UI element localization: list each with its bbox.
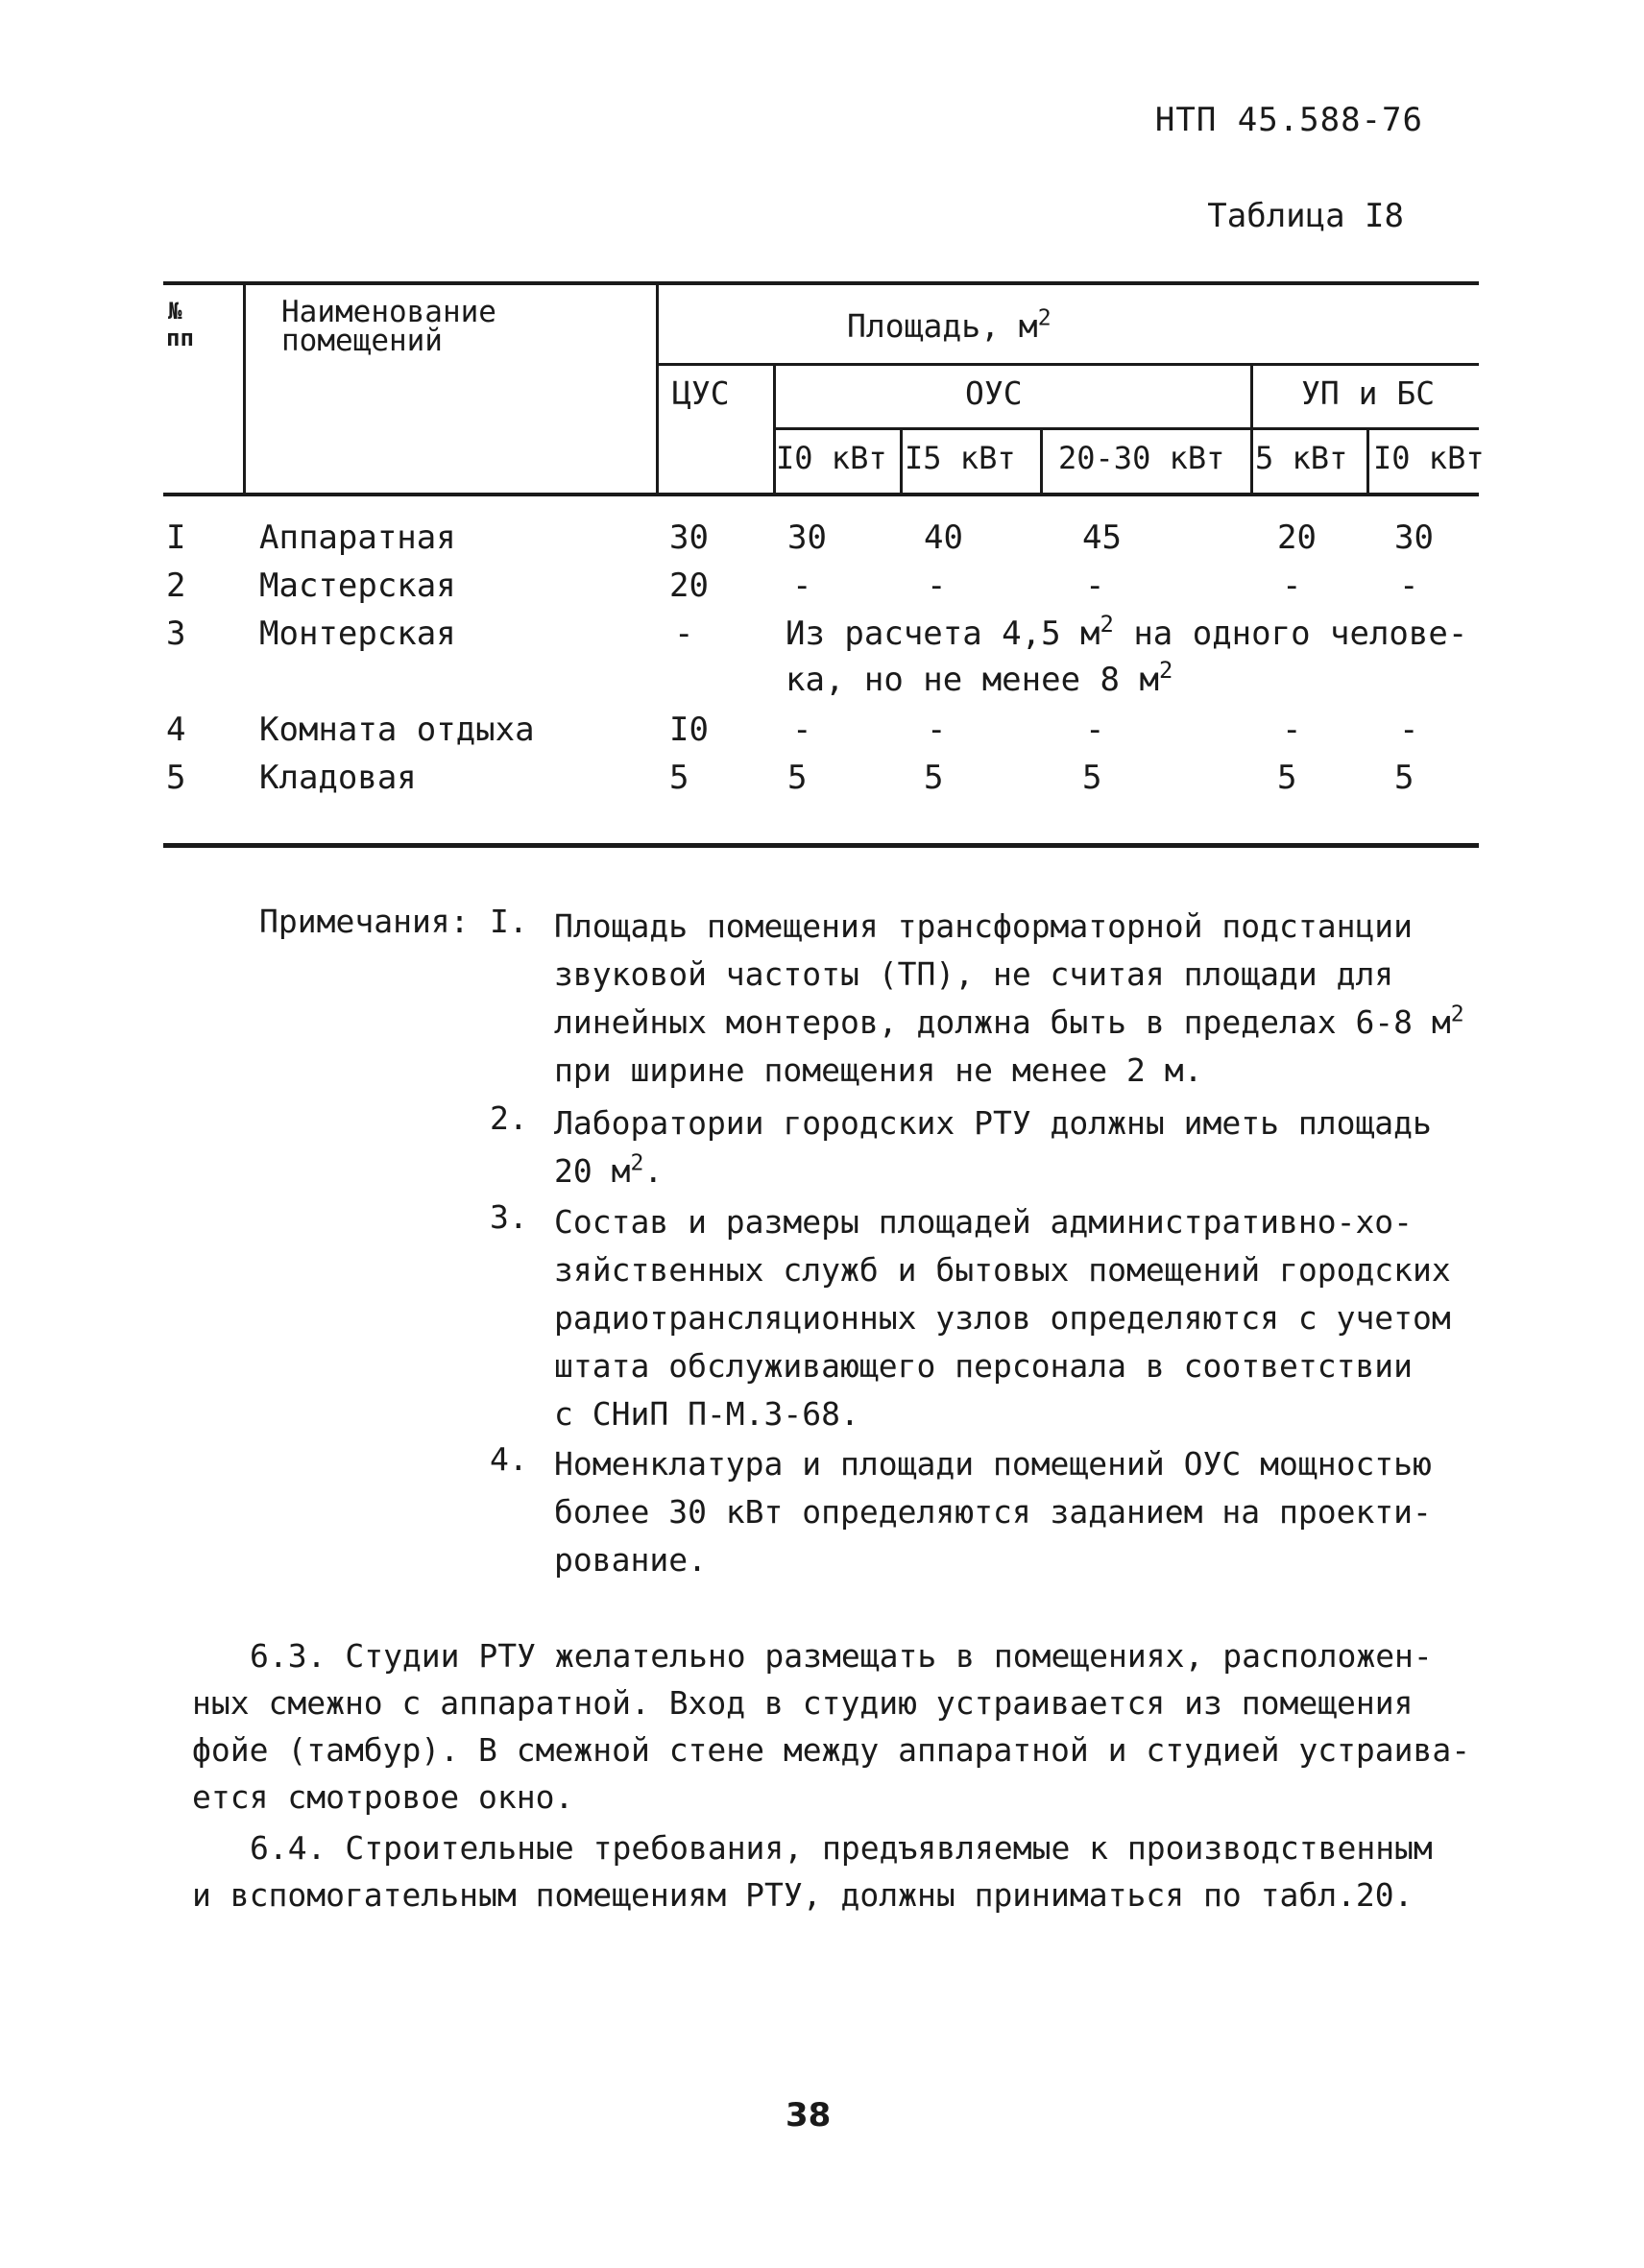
table-top-rule: [163, 281, 1479, 285]
row-num: 5: [166, 759, 186, 797]
cell-ous2030: -: [1085, 711, 1105, 749]
cell-ous10: 30: [787, 519, 827, 557]
notes-heading: Примечания:: [259, 903, 470, 940]
cell-up10: -: [1399, 711, 1419, 749]
cell-cus: 20: [669, 567, 709, 605]
divider-num-name: [243, 281, 246, 495]
note-number: 4.: [490, 1440, 528, 1478]
cell-ous10: -: [792, 711, 812, 749]
cell-ous15: -: [927, 711, 947, 749]
paragraph-6-4: 6.4. Строительные требования, предъявляемые к производственным и вспомогательным помещениям РТУ, должны приниматься по табл.20.: [192, 1829, 1433, 1914]
table-label: Таблица I8: [1207, 197, 1404, 235]
cell-ous15: 5: [924, 759, 944, 797]
cell-cus: I0: [669, 711, 709, 749]
row-name: Кладовая: [259, 759, 417, 797]
page-number: 38: [786, 2096, 832, 2135]
note-number: 2.: [490, 1099, 528, 1137]
cell-ous15: 40: [924, 519, 963, 557]
row-num: I: [166, 519, 186, 557]
row-num: 2: [166, 567, 186, 605]
note-text: Лаборатории городских РТУ должны иметь площадь 20 $м^2$.: [554, 1104, 1432, 1190]
header-num-sub: пп: [166, 325, 194, 351]
note-number: 3.: [490, 1198, 528, 1236]
divider-ous15-ous2030: [1040, 427, 1043, 495]
area-group-rule: [656, 363, 1479, 366]
cell-ous10: -: [792, 567, 812, 605]
header-name-line1: Наименование: [281, 295, 496, 329]
table-bottom-rule: [163, 843, 1479, 848]
header-ous-15kw: I5 кВт: [905, 440, 1016, 476]
header-ous: ОУС: [965, 374, 1023, 412]
cell-up5: 5: [1277, 759, 1297, 797]
cell-ous2030: -: [1085, 567, 1105, 605]
header-area: Площадь, $м^2$: [847, 305, 1052, 345]
header-ous-10kw: I0 кВт: [776, 440, 887, 476]
note-text: Номенклатура и площади помещений ОУС мощностью более 30 кВт определяются заданием на проекти- рование.: [554, 1445, 1432, 1579]
document-code: НТП 45.588-76: [1154, 101, 1423, 139]
sub-header-rule: [773, 427, 1479, 430]
note-text: Состав и размеры площадей административно-хо- зяйственных служб и бытовых помещений городских радиотрансляционных узлов определяются с учетом штата обслуживающего персонала в соответствии с СНиП П-М.3-68.: [554, 1203, 1451, 1433]
header-up-5kw: 5 кВт: [1255, 440, 1348, 476]
cell-up10: 30: [1394, 519, 1434, 557]
cell-up5: -: [1282, 711, 1302, 749]
note-number: I.: [490, 903, 528, 940]
cell-up5: 20: [1277, 519, 1317, 557]
cell-up10: -: [1399, 567, 1419, 605]
cell-cus: 30: [669, 519, 709, 557]
header-up-bs: УП и БС: [1301, 374, 1436, 412]
divider-up5-up10: [1366, 427, 1369, 495]
header-up-10kw: I0 кВт: [1373, 440, 1485, 476]
cell-up10: 5: [1394, 759, 1414, 797]
divider-name-area: [656, 281, 659, 495]
header-bottom-rule: [163, 493, 1479, 496]
row-num: 4: [166, 711, 186, 749]
row-num: 3: [166, 615, 186, 653]
cell-ous2030: 5: [1082, 759, 1102, 797]
cell-ous2030: 45: [1082, 519, 1122, 557]
paragraph-6-3: 6.3. Студии РТУ желательно размещать в помещениях, расположен- ных смежно с аппаратной. Вход в студию устраивается из помещения фойе (тамбур). В смежной стене между аппаратной и студией устраива- ется смотровое окно.: [192, 1637, 1471, 1816]
header-cus: ЦУС: [672, 374, 730, 412]
note-text: Площадь помещения трансформаторной подстанции звуковой частоты (ТП), не считая площади для линейных монтеров, должна быть в пределах 6-8 $м^2$ при ширине помещения не менее 2 м.: [554, 907, 1464, 1089]
row-name: Комната отдыха: [259, 711, 535, 749]
header-name-line2: помещений: [281, 324, 443, 358]
divider-ous10-ous15: [900, 427, 903, 495]
row-note-line1: Из расчета 4,5 $м^2$ на одного челове-: [786, 610, 1468, 653]
cell-cus: 5: [669, 759, 689, 797]
cell-ous15: -: [927, 567, 947, 605]
header-num-symbol: №: [168, 298, 182, 325]
cell-cus: -: [674, 615, 694, 653]
row-name: Монтерская: [259, 615, 456, 653]
header-ous-20-30kw: 20-30 кВт: [1058, 440, 1225, 476]
divider-ous-up: [1250, 363, 1253, 495]
row-name: Мастерская: [259, 567, 456, 605]
cell-up5: -: [1282, 567, 1302, 605]
row-name: Аппаратная: [259, 519, 456, 557]
cell-ous10: 5: [787, 759, 808, 797]
row-note-line2: ка, но не менее 8 $м^2$: [786, 656, 1173, 699]
